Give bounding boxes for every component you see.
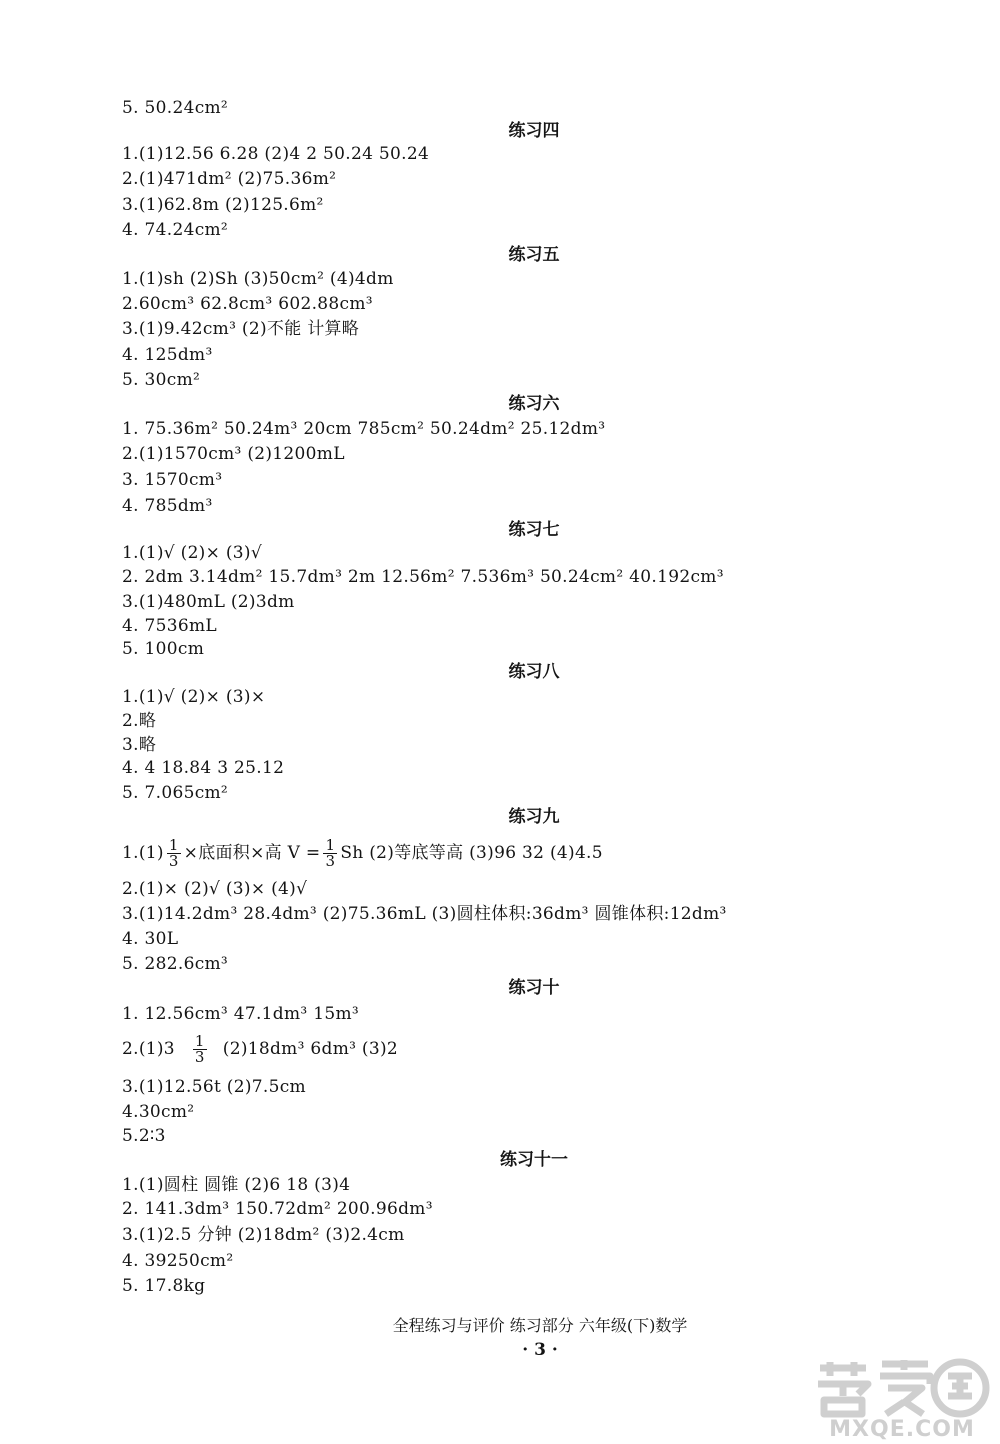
watermark-text: MXQE.COM xyxy=(829,1417,975,1440)
footer-title: 全程练习与评价 练习部分 六年级(下)数学 xyxy=(392,1316,688,1335)
answer-line: 2. 141.3dm³ 150.72dm² 200.96dm³ xyxy=(122,1199,433,1219)
answer-line: 5. 17.8kg xyxy=(122,1276,206,1296)
section-heading-10: 练习十 xyxy=(508,978,560,998)
answer-line: 5. 282.6cm³ xyxy=(122,954,229,974)
answer-text: (2)18dm³ 6dm³ (3)2 xyxy=(222,1039,399,1059)
watermark-logo xyxy=(808,1354,996,1440)
answer-line: 2.略 xyxy=(122,711,157,731)
section-heading-7: 练习七 xyxy=(508,520,560,540)
section-heading-11: 练习十一 xyxy=(500,1150,568,1170)
answer-line: 5. 100cm xyxy=(122,639,205,659)
answer-text: ×底面积×高 V = xyxy=(183,843,321,863)
answer-line: 4. 30L xyxy=(122,929,179,949)
answer-text: 2.(1)3 xyxy=(122,1039,175,1059)
section-heading-4: 练习四 xyxy=(508,121,560,141)
fraction-numerator: 1 xyxy=(325,836,336,854)
answer-line: 3.(1)62.8m (2)125.6m² xyxy=(122,195,324,215)
answer-line: 4. 7536mL xyxy=(122,616,217,636)
answer-line: 2.60cm³ 62.8cm³ 602.88cm³ xyxy=(122,294,373,314)
answer-line: 3.(1)9.42cm³ (2)不能 计算略 xyxy=(122,319,360,339)
answer-line: 4. 39250cm² xyxy=(122,1251,234,1271)
fraction xyxy=(193,1034,207,1065)
fraction xyxy=(323,838,337,869)
fraction-denominator: 3 xyxy=(194,1048,205,1066)
watermark-logo-glyphs xyxy=(818,1360,986,1414)
answer-line: 5. 50.24cm² xyxy=(122,98,229,118)
answer-line-with-fractions xyxy=(122,838,603,869)
answer-line: 1.(1)sh (2)Sh (3)50cm² (4)4dm xyxy=(122,269,394,289)
answer-line: 1.(1)12.56 6.28 (2)4 2 50.24 50.24 xyxy=(122,144,430,164)
answer-line: 4.30cm² xyxy=(122,1102,195,1122)
answer-text: 1.(1) xyxy=(122,843,164,863)
answer-line: 2.(1)× (2)√ (3)× (4)√ xyxy=(122,879,308,899)
answer-line: 1.(1)√ (2)× (3)× xyxy=(122,687,266,707)
answer-line: 3.(1)480mL (2)3dm xyxy=(122,592,295,612)
section-heading-5: 练习五 xyxy=(508,245,560,265)
section-heading-8: 练习八 xyxy=(508,662,560,682)
answer-line: 5. 30cm² xyxy=(122,370,201,390)
answer-line: 3.(1)14.2dm³ 28.4dm³ (2)75.36mL (3)圆柱体积:36dm³ 圆锥体积:12dm³ xyxy=(122,904,727,924)
fraction-numerator: 1 xyxy=(168,836,179,854)
answer-line: 1. 75.36m² 50.24m³ 20cm 785cm² 50.24dm² 25.12dm³ xyxy=(122,419,606,439)
fraction-numerator: 1 xyxy=(194,1032,205,1050)
fraction-denominator: 3 xyxy=(168,852,179,870)
answer-line: 3.略 xyxy=(122,735,157,755)
answer-text: Sh (2)等底等高 (3)96 32 (4)4.5 xyxy=(340,843,603,863)
answer-line: 4. 785dm³ xyxy=(122,496,213,516)
answer-line: 1.(1)圆柱 圆锥 (2)6 18 (3)4 xyxy=(122,1175,351,1195)
section-heading-9: 练习九 xyxy=(508,807,560,827)
answer-line: 1.(1)√ (2)× (3)√ xyxy=(122,543,262,563)
section-heading-6: 练习六 xyxy=(508,394,560,414)
answer-line: 5. 7.065cm² xyxy=(122,783,229,803)
answer-line: 3.(1)12.56t (2)7.5cm xyxy=(122,1077,306,1097)
answer-line: 3.(1)2.5 分钟 (2)18dm² (3)2.4cm xyxy=(122,1225,405,1245)
fraction xyxy=(167,838,181,869)
fraction-denominator: 3 xyxy=(325,852,336,870)
page-number: · 3 · xyxy=(522,1340,558,1360)
answer-line: 1. 12.56cm³ 47.1dm³ 15m³ xyxy=(122,1004,359,1024)
answer-line: 4. 4 18.84 3 25.12 xyxy=(122,758,285,778)
answer-line: 2.(1)471dm² (2)75.36m² xyxy=(122,169,337,189)
answer-line: 4. 125dm³ xyxy=(122,345,213,365)
answer-line: 2. 2dm 3.14dm² 15.7dm³ 2m 12.56m² 7.536m³ 50.24cm² 40.192cm³ xyxy=(122,567,724,587)
answer-line: 4. 74.24cm² xyxy=(122,220,229,240)
answer-line-with-fraction xyxy=(122,1033,398,1065)
answer-line: 3. 1570cm³ xyxy=(122,470,223,490)
answer-line: 5.2∶3 xyxy=(122,1126,166,1146)
answer-line: 2.(1)1570cm³ (2)1200mL xyxy=(122,444,345,464)
